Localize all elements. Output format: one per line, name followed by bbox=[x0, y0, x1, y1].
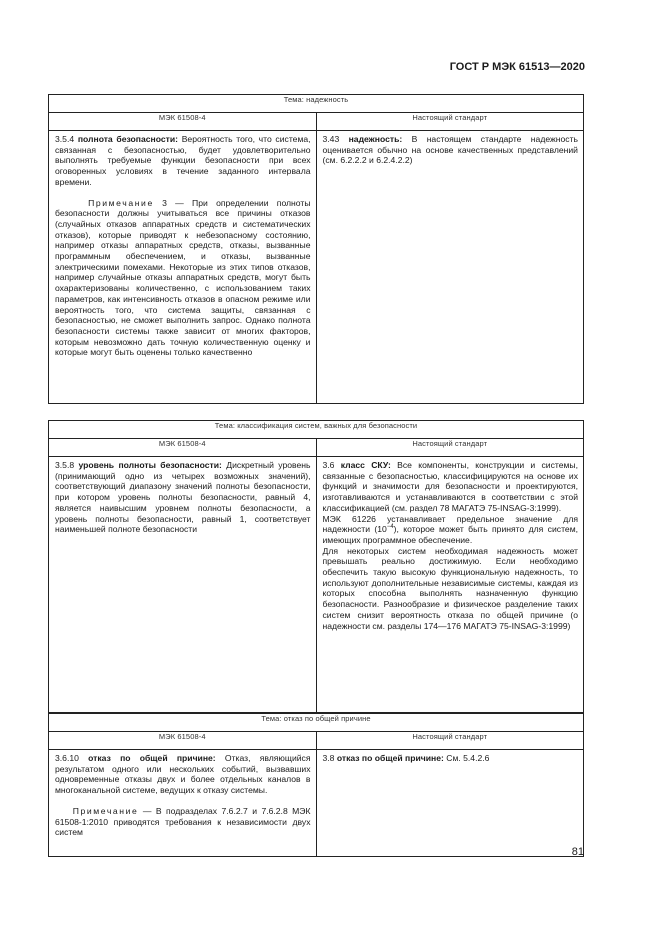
term: отказ по общей причине: bbox=[88, 753, 216, 763]
column-header-right: Настоящий стандарт bbox=[316, 113, 584, 131]
column-header-left: МЭК 61508-4 bbox=[49, 113, 317, 131]
column-header-left: МЭК 61508-4 bbox=[49, 439, 317, 457]
clause-number: 3.43 bbox=[322, 134, 340, 144]
reliability-limit-text-end: ), которое может быть принято для систем, имеющих программное обеспечение. bbox=[322, 524, 578, 545]
left-definition-cell bbox=[49, 750, 317, 857]
clause-number: 3.5.4 bbox=[55, 134, 75, 144]
table-topic: Тема: надежность bbox=[49, 95, 584, 113]
right-definition-cell bbox=[316, 131, 584, 404]
definition-text: В настоящем стандарте надежность оценивается обычно на основе качественных представлений (см. 6.2.2.2 и 6.2.4.2.2) bbox=[322, 134, 579, 166]
note-label: Примечание bbox=[88, 197, 154, 208]
note-label: Примечание bbox=[72, 805, 139, 816]
reliability-limit-text: МЭК 61226 устанавливает предельное значение для надежности (10 bbox=[322, 513, 578, 535]
comparison-table-reliability bbox=[48, 94, 584, 404]
clause-number: 3.6 bbox=[322, 460, 335, 470]
table-topic: Тема: отказ по общей причине bbox=[49, 714, 584, 732]
column-header-left: МЭК 61508-4 bbox=[49, 732, 317, 750]
note-text: — В подразделах 7.6.2.7 и 7.6.2.8 МЭК 61508-1:2010 приводятся требования к независимости двух систем bbox=[55, 805, 311, 838]
comparison-table-common-cause bbox=[48, 713, 584, 857]
document-header: ГОСТ Р МЭК 61513—2020 bbox=[449, 61, 585, 73]
term: класс СКУ: bbox=[340, 460, 391, 470]
exponent: −4 bbox=[386, 524, 394, 531]
term: полнота безопасности: bbox=[77, 134, 178, 144]
term: уровень полноты безопасности: bbox=[78, 460, 222, 470]
clause-number: 3.5.8 bbox=[55, 460, 75, 470]
page-number: 81 bbox=[571, 846, 584, 858]
column-header-right: Настоящий стандарт bbox=[316, 732, 584, 750]
comparison-table-classification bbox=[48, 420, 584, 713]
definition-text: Дискретный уровень (принимающий одно из четырех возможных значений), соответствующий диапазону значений полноты безопасности, при котором уровень полноты безопасности, равный 4, является наивысшим уровнем полноты безопасности, а уровень полноты безопасности, равный 1, соответствует наименьшей полноте безопасности bbox=[55, 460, 311, 535]
definition-text: Все компоненты, конструкции и системы, связанные с безопасностью, классифицируются на основе их функций и значимости для безопасности и проектируются, изготавливаются и устанавливаются в соответствии с этой классификацией (см. раздел 78 МАГАТЭ 75-INSAG-3:1999). bbox=[322, 460, 578, 513]
left-definition-cell bbox=[49, 131, 317, 404]
independent-systems-text: Для некоторых систем необходимая надежность может превышать реально достижимую. Если необходимо обеспечить такую высокую функциональную надежность, то используют дополнительные независимые системы, каждая из которых способна выполнять назначенную функцию безопасности. Разнообразие и физическое разделение таких систем снизит вероятность отказа по общей причине (о надежности см. разделы 174—176 МАГАТЭ 75-INSAG-3:1999) bbox=[322, 545, 578, 631]
term: отказ по общей причине: bbox=[336, 753, 444, 763]
definition-text: Отказ, являющийся результатом одного или нескольких событий, вызвавших одновременные отказы двух и более отдельных каналов в многоканальной системе, ведущих к отказу системы. bbox=[55, 753, 311, 796]
definition-text: См. 5.4.2.6 bbox=[446, 753, 490, 763]
table-topic: Тема: классификация систем, важных для безопасности bbox=[49, 421, 584, 439]
right-definition-cell bbox=[316, 457, 584, 713]
right-definition-cell bbox=[316, 750, 584, 857]
term: надежность: bbox=[348, 134, 403, 144]
column-header-right: Настоящий стандарт bbox=[316, 439, 584, 457]
note-text: 3 — При определении полноты безопасности должны учитываться все причины отказов (случайных отказов аппаратных средств и систематических отказов), которые приводят к небезопасному состоянию, например отказы аппаратных средств, отказы, вызванные программным обеспечением, и отказы, вызванные электрическими помехами. Некоторые из этих типов отказов, например случайные отказы аппаратных средств, могут быть охарактеризованы количественно, с использованием таких параметров, как интенсивность отказов в опасном режиме или вероятность того, что система защиты, связанная с безопасностью, не сможет выполнить запрос. Однако полнота безопасности системы также зависит от многих факторов, которым невозможно дать точную количественную оценку и которые могут быть оценены только качественно bbox=[55, 197, 311, 358]
definition-text: Вероятность того, что система, связанная с безопасностью, будет удовлетворительно выполнять требуемые функции безопасности при всех оговоренных условиях в течение заданного интервала времени. bbox=[55, 134, 311, 187]
left-definition-cell bbox=[49, 457, 317, 713]
clause-number: 3.8 bbox=[322, 753, 335, 763]
clause-number: 3.6.10 bbox=[55, 753, 79, 763]
